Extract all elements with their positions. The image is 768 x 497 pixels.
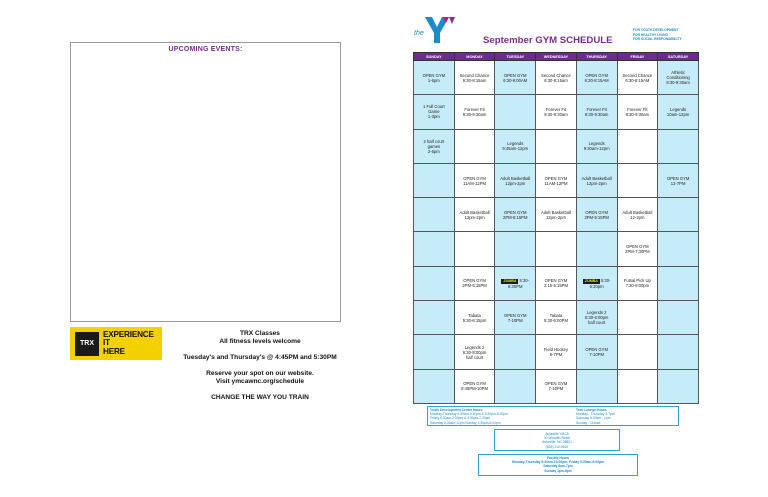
trx-info-line: TRX Classes bbox=[240, 330, 280, 337]
schedule-cell bbox=[658, 369, 699, 403]
schedule-cell bbox=[495, 301, 536, 335]
cell-text: Forever Fit bbox=[627, 106, 648, 112]
cell-text: 11AM-12PM bbox=[463, 180, 487, 186]
cell-text: OPEN GYM bbox=[503, 209, 527, 215]
trx-slogan-line: EXPERIENCE bbox=[103, 329, 154, 339]
info-line: Monday - Thursday 3-7pm bbox=[576, 412, 615, 417]
info-line: Teen Lounge Hours bbox=[576, 408, 607, 412]
cell-text: half court bbox=[465, 354, 484, 360]
cell-text: 6:30-8:00pm bbox=[584, 315, 609, 321]
schedule-cell bbox=[414, 95, 455, 129]
facility-line: Facility Hours bbox=[547, 456, 569, 460]
cell-text: 2:15-5:15PM bbox=[543, 283, 568, 289]
cell-text: Athletic bbox=[671, 70, 685, 76]
cell-text: Tabata bbox=[549, 312, 563, 318]
schedule-cell bbox=[576, 163, 617, 197]
cell-text: OPEN GYM bbox=[666, 175, 690, 181]
schedule-cell bbox=[658, 266, 699, 300]
schedule-cell bbox=[617, 266, 658, 300]
schedule-cell bbox=[414, 198, 455, 232]
cell-text: Legends bbox=[588, 141, 605, 147]
cell-text: Legends 2 bbox=[586, 310, 607, 316]
cell-text: 2 half court bbox=[423, 138, 445, 144]
schedule-cell bbox=[658, 335, 699, 369]
schedule-row bbox=[414, 301, 699, 335]
cell-text: OPEN GYM bbox=[585, 347, 608, 353]
info-line: Saturday 8:30am - 1pm bbox=[576, 416, 611, 421]
cell-text: Futsal Pick Up bbox=[623, 278, 651, 284]
address-box bbox=[494, 429, 620, 451]
info-line: Youth Development Center Hours bbox=[430, 408, 483, 412]
schedule-cell bbox=[495, 129, 536, 163]
cell-text: 2PM-5:15PM bbox=[584, 214, 609, 220]
schedule-cell bbox=[658, 95, 699, 129]
cell-text: Forever Fit bbox=[545, 106, 567, 112]
schedule-cell bbox=[495, 369, 536, 403]
schedule-cell bbox=[414, 232, 455, 266]
schedule-cell bbox=[536, 198, 577, 232]
schedule-cell bbox=[495, 198, 536, 232]
cell-text: 5:30-6:30pm bbox=[589, 277, 611, 289]
trx-info-line: CHANGE THE WAY YOU TRAIN bbox=[211, 394, 309, 401]
trx-info-line: Visit ymcawnc.org/schedule bbox=[215, 378, 305, 385]
facility-line: Monday-Thursday 5:30am-10:00pm; Friday 5:30am-9:00pm bbox=[512, 460, 604, 465]
schedule-cell bbox=[414, 369, 455, 403]
cell-text: 8:30-9:30am bbox=[462, 111, 487, 117]
schedule-cell bbox=[617, 301, 658, 335]
schedule-cell bbox=[414, 301, 455, 335]
cell-text: Forever Fit bbox=[586, 106, 607, 112]
facility-line: Saturday 8am-7pm bbox=[543, 464, 573, 469]
schedule-cell bbox=[617, 129, 658, 163]
ymca-logo-text: the bbox=[414, 30, 424, 37]
trx-banner bbox=[70, 327, 162, 360]
address-line: Asheville YMCA bbox=[545, 432, 569, 436]
schedule-cell bbox=[414, 129, 455, 163]
schedule-cell bbox=[414, 266, 455, 300]
cell-text: 1 Full Court bbox=[423, 104, 445, 110]
cell-text: 10am-12pm bbox=[666, 111, 690, 117]
cell-text: OPEN GYM bbox=[503, 72, 527, 78]
cell-text: 6:30-9:00AM bbox=[503, 77, 528, 83]
schedule-cell bbox=[454, 61, 495, 95]
schedule-cell bbox=[617, 163, 658, 197]
cell-text: 12-2pm bbox=[630, 214, 645, 220]
cell-text: 6:30-8:00pm bbox=[462, 349, 487, 355]
day-header: MONDAY bbox=[454, 53, 495, 61]
cell-text: Adult Basketball bbox=[459, 209, 490, 215]
schedule-cell bbox=[536, 335, 577, 369]
schedule-cell bbox=[414, 61, 455, 95]
cell-text: Legends bbox=[670, 106, 687, 112]
trx-slogan bbox=[103, 331, 154, 357]
cell-text: OPEN GYM bbox=[626, 244, 649, 250]
day-header: TUESDAY bbox=[495, 53, 536, 61]
cell-text: 12-7PM bbox=[670, 180, 686, 186]
mission-line: FOR YOUTH DEVELOPMENT bbox=[633, 28, 679, 32]
schedule-cell bbox=[536, 266, 577, 300]
cell-text: Legends bbox=[507, 141, 524, 147]
cell-text: OPEN GYM bbox=[463, 175, 486, 181]
schedule-cell bbox=[658, 198, 699, 232]
cell-text: 6:30-8:15am bbox=[462, 77, 487, 83]
schedule-grid bbox=[413, 52, 699, 404]
mission-line: FOR HEALTHY LIVING bbox=[633, 32, 669, 37]
cell-text: 6-7PM bbox=[549, 352, 563, 358]
schedule-cell bbox=[536, 129, 577, 163]
cell-text: 6:30-8:15am bbox=[544, 77, 568, 83]
zumba-logo: ZUMBA bbox=[584, 278, 598, 283]
upcoming-events-box bbox=[70, 42, 341, 322]
cell-text: 9:45am-12pm bbox=[502, 146, 529, 152]
cell-text: 8:30-9:30am bbox=[584, 111, 609, 117]
schedule-row bbox=[414, 198, 699, 232]
day-header: WEDNESDAY bbox=[536, 53, 577, 61]
cell-text: 5:30-6:15pm bbox=[462, 317, 487, 323]
address-line: (828) 210-9622 bbox=[545, 444, 569, 449]
schedule-cell bbox=[454, 232, 495, 266]
schedule-cell bbox=[576, 335, 617, 369]
schedule-cell bbox=[576, 232, 617, 266]
cell-text: 12pm-2pm bbox=[586, 180, 607, 186]
schedule-cell bbox=[576, 129, 617, 163]
cell-text: 7-10PM bbox=[589, 352, 604, 358]
schedule-cell bbox=[495, 335, 536, 369]
zumba-logo: ZUMBA bbox=[503, 278, 517, 283]
schedule-cell bbox=[414, 335, 455, 369]
schedule-cell bbox=[536, 369, 577, 403]
schedule-cell bbox=[576, 369, 617, 403]
day-header: SATURDAY bbox=[658, 53, 699, 61]
cell-text: 8:30-9:30am bbox=[666, 80, 690, 86]
info-line: Saturday 8:30am-12pm Sunday 1:30pm-6:00pm bbox=[430, 420, 501, 425]
teen-lounge-hours bbox=[576, 408, 615, 425]
cell-text: OPEN GYM bbox=[463, 278, 486, 284]
cell-text: Legends 2 bbox=[464, 344, 485, 350]
schedule-cell bbox=[454, 198, 495, 232]
schedule-row bbox=[414, 95, 699, 129]
trx-info-line: All fitness levels welcome bbox=[219, 338, 301, 345]
schedule-cell bbox=[617, 198, 658, 232]
schedule-cell bbox=[576, 301, 617, 335]
schedule-cell bbox=[536, 61, 577, 95]
cell-text: games bbox=[427, 143, 441, 149]
address-line: Asheville, NC 28801 bbox=[542, 440, 572, 445]
trx-slogan-line: HERE bbox=[103, 346, 125, 356]
schedule-cell bbox=[576, 61, 617, 95]
cell-text: 5:30-6:00PM bbox=[543, 317, 568, 323]
schedule-row bbox=[414, 369, 699, 403]
schedule-cell bbox=[576, 198, 617, 232]
cell-text: Adult Basketball bbox=[581, 175, 612, 181]
schedule-cell bbox=[495, 266, 536, 300]
cell-text: 2PM-5:15PM bbox=[462, 283, 487, 289]
schedule-row bbox=[414, 61, 699, 95]
schedule-cell bbox=[454, 163, 495, 197]
cell-text: 1-3pm bbox=[427, 114, 440, 120]
cell-text: 8:30-9:30am bbox=[544, 111, 568, 117]
cell-text: OPEN GYM bbox=[585, 209, 608, 215]
cell-text: 9:30am-12pm bbox=[583, 146, 610, 152]
schedule-cell bbox=[617, 61, 658, 95]
youth-center-hours bbox=[430, 408, 508, 425]
cell-text: Adult Basketball bbox=[622, 209, 653, 215]
cell-text: OPEN GYM bbox=[544, 381, 568, 387]
schedule-row bbox=[414, 266, 699, 300]
schedule-cell bbox=[454, 266, 495, 300]
schedule-cell bbox=[658, 61, 699, 95]
cell-text: Second Chance bbox=[459, 72, 490, 78]
trx-info-line: Reserve your spot on our website. bbox=[206, 370, 314, 377]
schedule-cell bbox=[536, 163, 577, 197]
cell-text: OPEN GYM bbox=[463, 381, 486, 387]
trx-info-line: Tuesday's and Thursday's @ 4:45PM and 5:30PM bbox=[183, 354, 337, 361]
mission-statement bbox=[633, 28, 682, 42]
cell-text: 12pm-2pm bbox=[464, 214, 485, 220]
facility-line: Sunday 1pm-6pm bbox=[544, 468, 572, 473]
cell-text: Tabata bbox=[468, 312, 481, 318]
schedule-cell bbox=[617, 369, 658, 403]
cell-text: 5:30-6:30PM bbox=[508, 277, 530, 289]
cell-text: 12pm-2pm bbox=[505, 180, 526, 186]
day-header: SUNDAY bbox=[414, 53, 455, 61]
schedule-cell bbox=[495, 232, 536, 266]
cell-text: half court bbox=[588, 320, 606, 326]
cell-text: 7-10PM bbox=[548, 386, 564, 392]
cell-text: Forever Fit bbox=[464, 106, 485, 112]
schedule-cell bbox=[536, 232, 577, 266]
schedule-row bbox=[414, 163, 699, 197]
schedule-cell bbox=[536, 95, 577, 129]
upcoming-events-title: UPCOMING EVENTS: bbox=[168, 46, 243, 53]
day-header: THURSDAY bbox=[576, 53, 617, 61]
cell-text: 1-6pm bbox=[427, 77, 440, 83]
schedule-cell bbox=[495, 61, 536, 95]
cell-text: 2PM-5:15PM bbox=[503, 214, 528, 220]
cell-text: Second Chance bbox=[622, 72, 653, 78]
info-line: Sunday - Closed bbox=[576, 420, 601, 425]
cell-text: 6:30-8:15AM bbox=[584, 77, 609, 83]
trx-slogan-line: IT bbox=[103, 338, 110, 348]
cell-text: Game bbox=[428, 109, 440, 115]
info-line: Friday 6:30am-2:30pm & 3:30pm-7:30pm bbox=[430, 416, 491, 421]
schedule-cell bbox=[658, 129, 699, 163]
cell-text: 7-10PM bbox=[507, 317, 523, 323]
cell-text: Second Chance bbox=[541, 72, 571, 78]
cell-text: Conditioning bbox=[666, 75, 690, 81]
schedule-cell bbox=[658, 232, 699, 266]
cell-text: Adult Basketball bbox=[540, 209, 571, 215]
schedule-cell bbox=[414, 163, 455, 197]
cell-text: OPEN GYM bbox=[544, 278, 568, 284]
cell-text: 12pm-2pm bbox=[545, 214, 566, 220]
cell-text: 2PM-7:30PM bbox=[625, 249, 650, 255]
schedule-cell bbox=[454, 129, 495, 163]
cell-text: OPEN GYM bbox=[422, 72, 446, 78]
mission-line: FOR SOCIAL RESPONSIBILITY bbox=[633, 37, 682, 41]
schedule-cell bbox=[454, 369, 495, 403]
day-header: FRIDAY bbox=[617, 53, 658, 61]
schedule-cell bbox=[454, 335, 495, 369]
schedule-cell bbox=[617, 335, 658, 369]
info-line: Monday-Thursday 6:30am-9:30pm & 3:30pm-8:30pm bbox=[430, 412, 508, 417]
schedule-cell bbox=[576, 266, 617, 300]
schedule-title: September GYM SCHEDULE bbox=[483, 35, 613, 46]
schedule-row bbox=[414, 232, 699, 266]
cell-text: OPEN GYM bbox=[503, 312, 527, 318]
cell-text: 11AM-12PM bbox=[544, 180, 568, 186]
schedule-row bbox=[414, 129, 699, 163]
schedule-cell bbox=[495, 95, 536, 129]
schedule-cell bbox=[454, 301, 495, 335]
schedule-cell bbox=[658, 163, 699, 197]
address-line: 30 Woodfin Street bbox=[543, 436, 571, 441]
cell-text: OPEN GYM bbox=[544, 175, 568, 181]
ymca-logo bbox=[413, 15, 457, 45]
cell-text: 8:45PM-10PM bbox=[461, 386, 488, 392]
trx-info bbox=[170, 330, 350, 402]
cell-text: 7:30-9:00pm bbox=[625, 283, 650, 289]
cell-text: 8:30-9:30am bbox=[625, 111, 650, 117]
trx-logo: TRX bbox=[75, 332, 99, 356]
center-hours-box bbox=[427, 406, 679, 426]
schedule-cell bbox=[658, 301, 699, 335]
schedule-row bbox=[414, 335, 699, 369]
cell-text: OPEN GYM bbox=[585, 72, 608, 78]
schedule-cell bbox=[495, 163, 536, 197]
schedule-cell bbox=[617, 232, 658, 266]
cell-text: Field Hockey bbox=[543, 347, 569, 353]
schedule-cell bbox=[454, 95, 495, 129]
schedule-cell bbox=[576, 95, 617, 129]
cell-text: Adult Basketball bbox=[500, 175, 531, 181]
cell-text: 2-6pm bbox=[427, 148, 440, 154]
cell-text: 6:30-8:15AM bbox=[625, 77, 650, 83]
schedule-cell bbox=[536, 301, 577, 335]
facility-hours-box bbox=[478, 454, 638, 476]
schedule-cell bbox=[617, 95, 658, 129]
